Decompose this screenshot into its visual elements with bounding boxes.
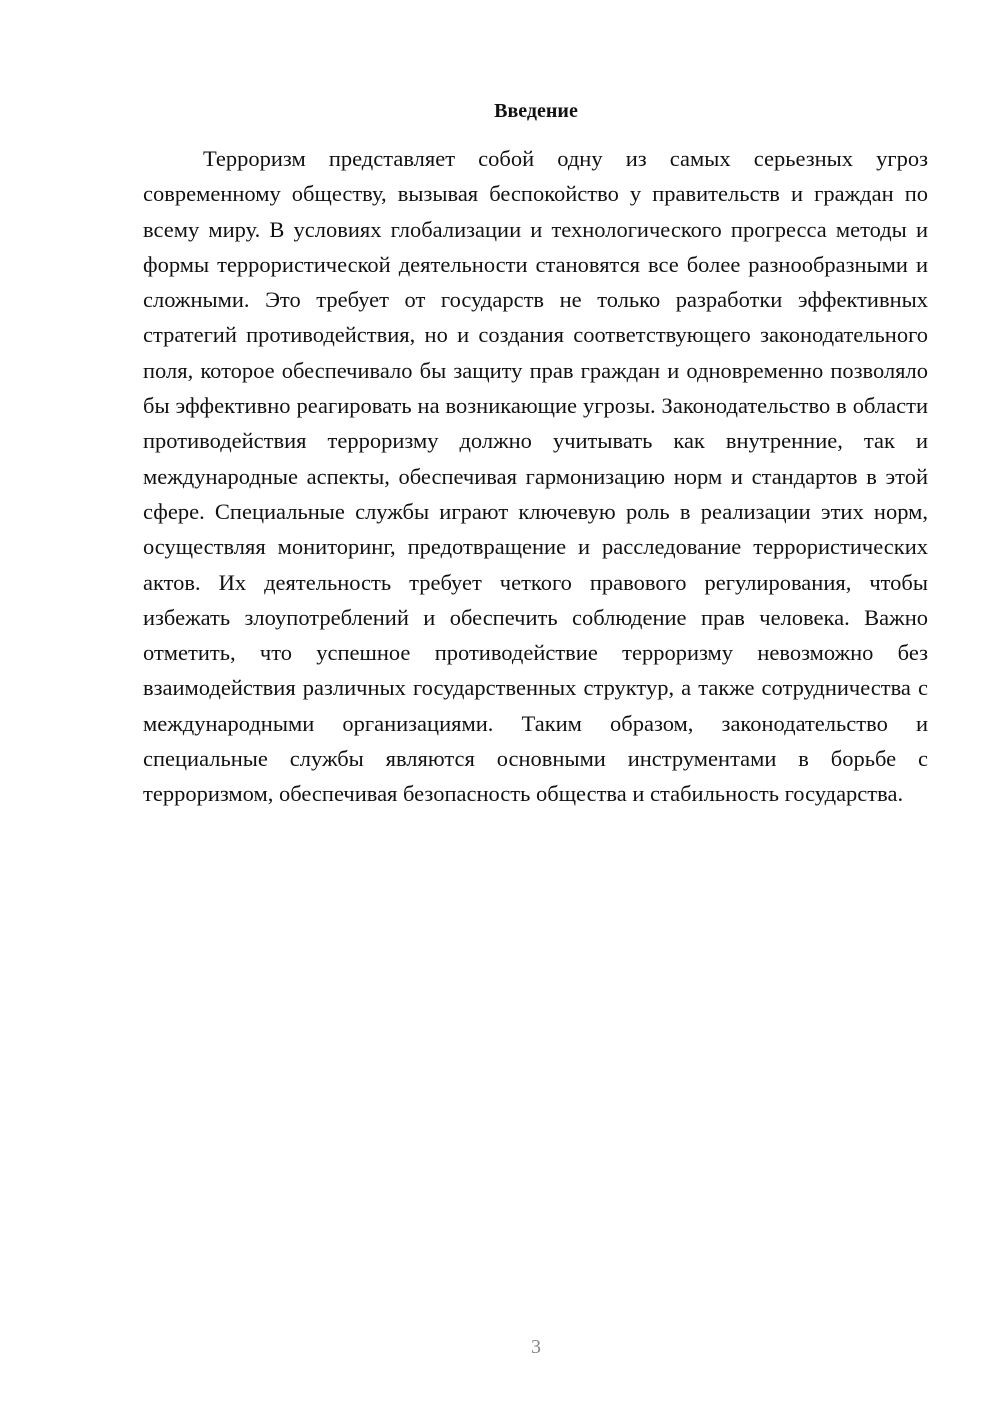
body-paragraph: Терроризм представляет собой одну из самых серьезных угроз современному обществу, вызывая беспокойство у правительств и граждан по всему миру. В условиях глобализации и технологического прогресса методы и формы террористической деятельности становятся все более разнообразными и сложными. Это требует от государств не только разработки эффективных стратегий противодействия, но и создания соответствующего законодательного поля, которое обеспечивало бы защиту прав граждан и одновременно позволяло бы эффективно реагировать на возникающие угрозы. Законодательство в области противодействия терроризму должно учитывать как внутренние, так и международные аспекты, обеспечивая гармонизацию норм и стандартов в этой сфере. Специальные службы играют ключевую роль в реализации этих норм, осуществляя мониторинг, предотвращение и расследование террористических актов. Их деятельность требует четкого правового регулирования, чтобы избежать злоупотреблений и обеспечить соблюдение прав человека. Важно отметить, что успешное противодействие терроризму невозможно без взаимодействия различных государственных структур, а также сотрудничества с международными организациями. Таким образом, законодательство и специальные службы являются основными инструментами в борьбе с терроризмом, обеспечивая безопасность общества и стабильность государства. (143, 146, 928, 807)
page-number: 3 (531, 1336, 541, 1358)
section-heading: Введение (494, 100, 578, 122)
